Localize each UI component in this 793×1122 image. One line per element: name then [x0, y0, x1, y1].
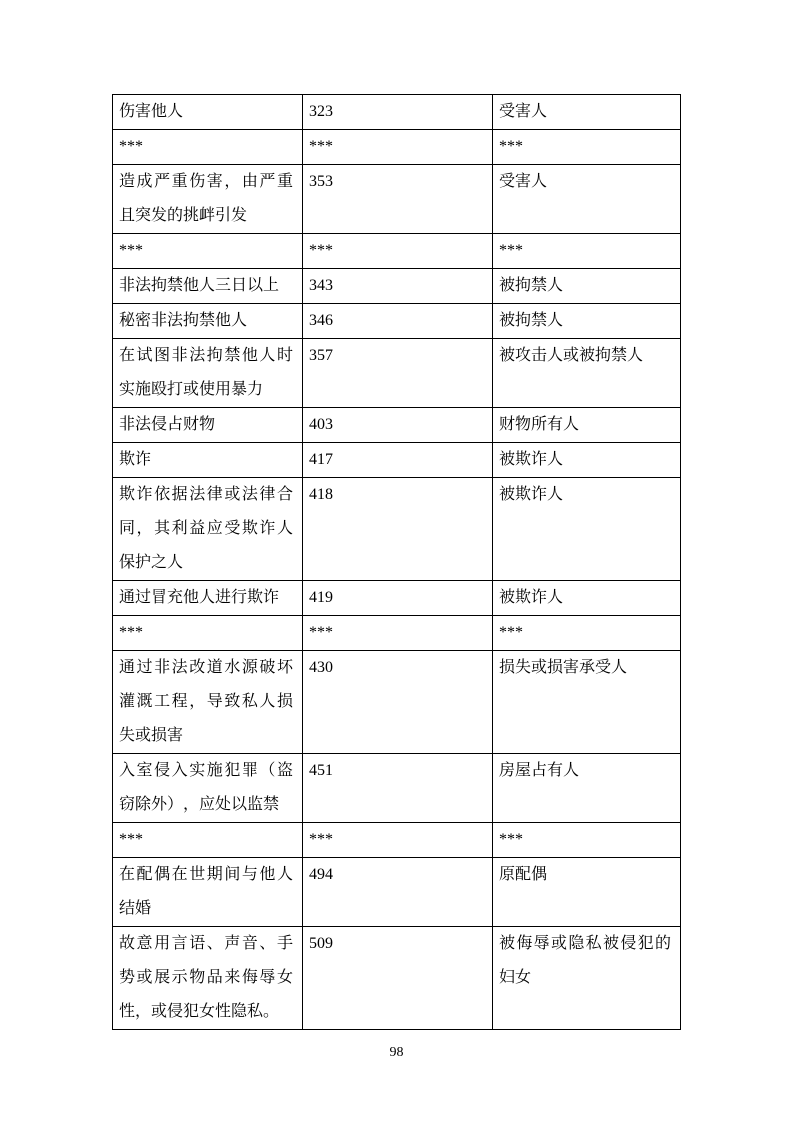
table-row — [113, 858, 681, 927]
offense-cell: 欺诈 — [113, 443, 303, 478]
statute-number-cell: 494 — [303, 858, 493, 927]
victim-cell: 房屋占有人 — [493, 754, 681, 823]
victim-cell: 财物所有人 — [493, 408, 681, 443]
offense-cell: *** — [113, 823, 303, 858]
victim-cell: 被拘禁人 — [493, 269, 681, 304]
statute-number-cell: 419 — [303, 581, 493, 616]
victim-cell: 被攻击人或被拘禁人 — [493, 339, 681, 408]
table-row — [113, 616, 681, 651]
statute-number-cell: 357 — [303, 339, 493, 408]
offense-cell: 非法侵占财物 — [113, 408, 303, 443]
victim-cell: 被欺诈人 — [493, 443, 681, 478]
statute-number-cell: 323 — [303, 95, 493, 130]
statute-number-cell: 353 — [303, 165, 493, 234]
table-row — [113, 651, 681, 754]
statute-number-cell: 417 — [303, 443, 493, 478]
statute-number-cell: 403 — [303, 408, 493, 443]
offense-cell: 通过冒充他人进行欺诈 — [113, 581, 303, 616]
offense-cell: 伤害他人 — [113, 95, 303, 130]
offense-cell: 秘密非法拘禁他人 — [113, 304, 303, 339]
table-row — [113, 130, 681, 165]
offense-cell: 入室侵入实施犯罪（盗窃除外），应处以监禁 — [113, 754, 303, 823]
table-row — [113, 754, 681, 823]
statute-number-cell: *** — [303, 823, 493, 858]
statute-number-cell: 343 — [303, 269, 493, 304]
offense-cell: *** — [113, 616, 303, 651]
statute-number-cell: 346 — [303, 304, 493, 339]
statute-number-cell: 451 — [303, 754, 493, 823]
offense-cell: 非法拘禁他人三日以上 — [113, 269, 303, 304]
statute-number-cell: *** — [303, 234, 493, 269]
page-number: 98 — [389, 1045, 404, 1060]
victim-cell: *** — [493, 616, 681, 651]
victim-cell: 被欺诈人 — [493, 478, 681, 581]
victim-cell: *** — [493, 823, 681, 858]
victim-cell: *** — [493, 234, 681, 269]
offense-cell: 在试图非法拘禁他人时实施殴打或使用暴力 — [113, 339, 303, 408]
table-row — [113, 304, 681, 339]
offense-cell: 在配偶在世期间与他人结婚 — [113, 858, 303, 927]
statute-number-cell: 430 — [303, 651, 493, 754]
victim-cell: 损失或损害承受人 — [493, 651, 681, 754]
table-row — [113, 339, 681, 408]
victim-cell: *** — [493, 130, 681, 165]
table-row — [113, 165, 681, 234]
offense-cell: 造成严重伤害，由严重且突发的挑衅引发 — [113, 165, 303, 234]
table-row — [113, 234, 681, 269]
victim-cell: 被侮辱或隐私被侵犯的妇女 — [493, 927, 681, 1030]
table-row — [113, 269, 681, 304]
table-row — [113, 823, 681, 858]
statute-number-cell: 418 — [303, 478, 493, 581]
table-row — [113, 95, 681, 130]
offense-cell: 通过非法改道水源破坏灌溉工程，导致私人损失或损害 — [113, 651, 303, 754]
victim-cell: 受害人 — [493, 95, 681, 130]
table-row — [113, 408, 681, 443]
victim-cell: 受害人 — [493, 165, 681, 234]
table-row — [113, 581, 681, 616]
statute-number-cell: *** — [303, 616, 493, 651]
victim-cell: 被拘禁人 — [493, 304, 681, 339]
offense-cell: *** — [113, 234, 303, 269]
victim-cell: 原配偶 — [493, 858, 681, 927]
statute-number-cell: *** — [303, 130, 493, 165]
offense-cell: 欺诈依据法律或法律合同，其利益应受欺诈人保护之人 — [113, 478, 303, 581]
statute-number-cell: 509 — [303, 927, 493, 1030]
offense-cell: 故意用言语、声音、手势或展示物品来侮辱女性，或侵犯女性隐私。 — [113, 927, 303, 1030]
offense-victim-table — [112, 94, 681, 1030]
table-row — [113, 478, 681, 581]
table-row — [113, 443, 681, 478]
victim-cell: 被欺诈人 — [493, 581, 681, 616]
offense-cell: *** — [113, 130, 303, 165]
table-row — [113, 927, 681, 1030]
